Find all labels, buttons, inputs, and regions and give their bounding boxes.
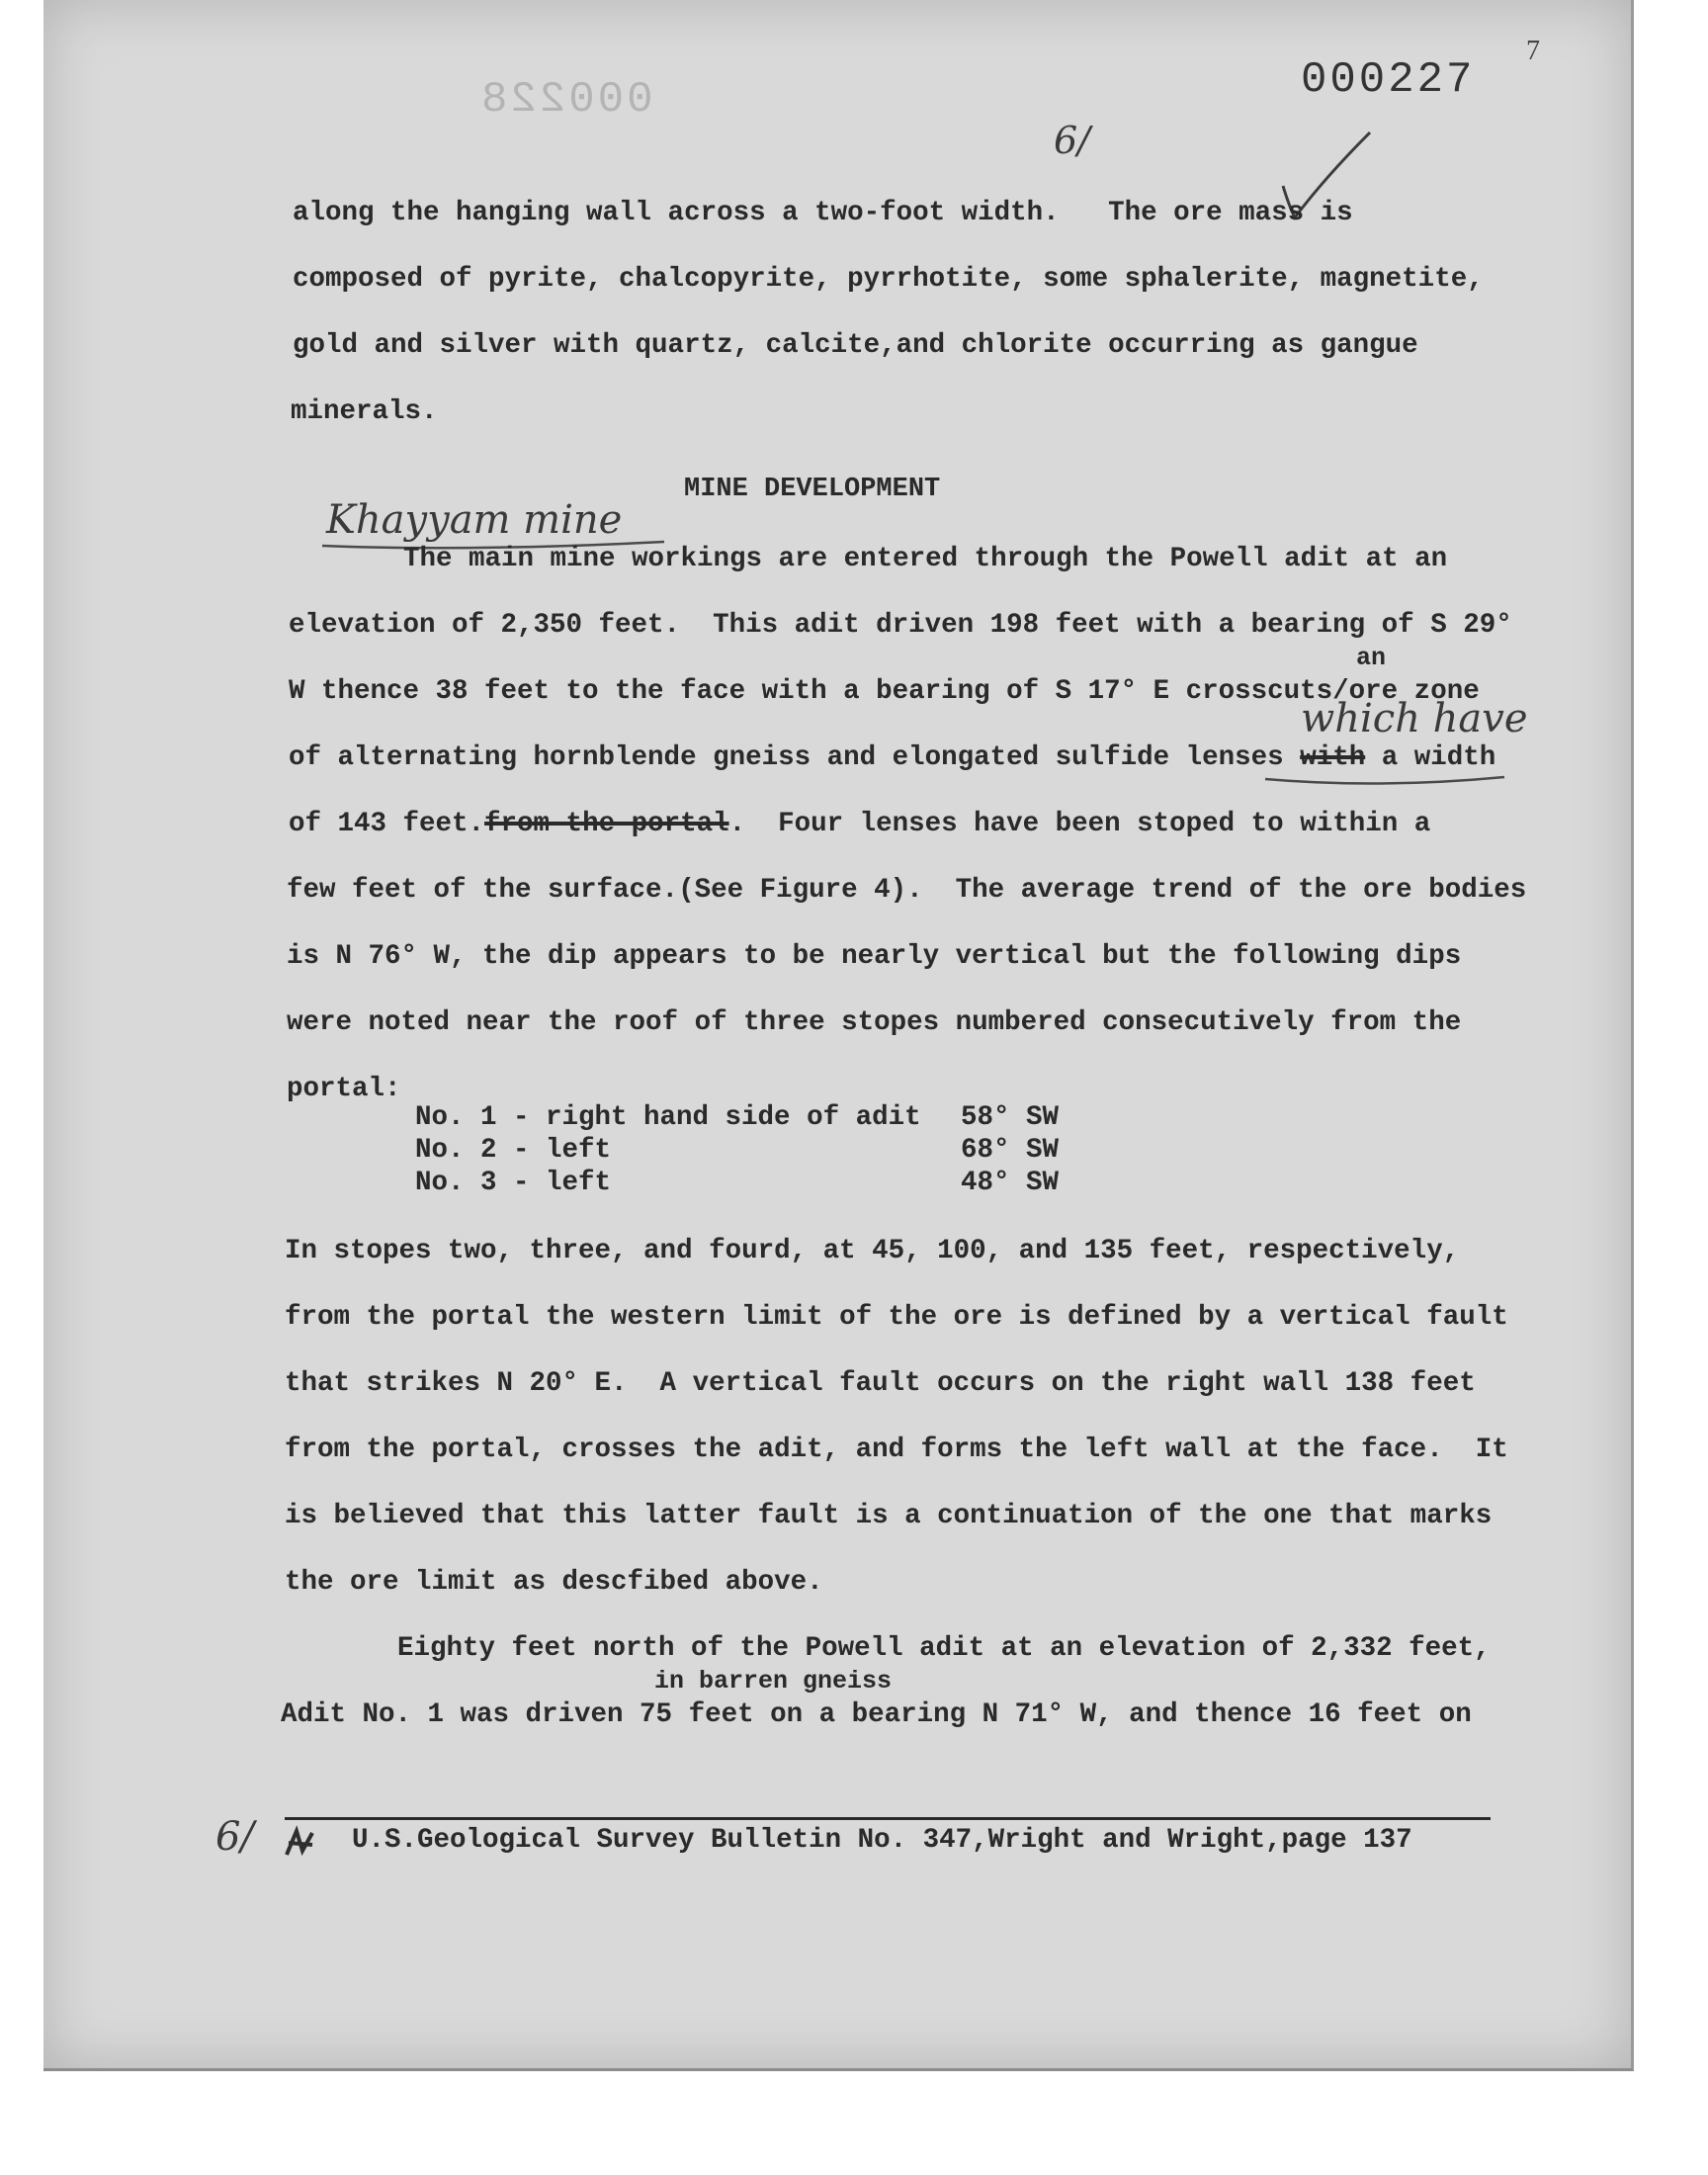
footnote-citation: U.S.Geological Survey Bulletin No. 347,Wright and Wright,page 137 [352, 1825, 1412, 1856]
handwritten-insertion: which have [1301, 696, 1528, 741]
body-line-3: gold and silver with quartz, calcite,and chlorite occurring as gangue [293, 330, 1418, 361]
dip-row-label: No. 3 - left [415, 1168, 612, 1198]
body-line-8-text: of alternating hornblende gneiss and elongated sulfide lenses [289, 742, 1284, 773]
handwritten-underline-2 [1261, 769, 1508, 791]
body-line-1: along the hanging wall across a two-foot width. The ore mass is [293, 198, 1353, 228]
body-line-4: minerals. [291, 396, 438, 427]
dip-row-value: 48° SW [961, 1168, 1060, 1198]
dip-row-label: No. 1 - right hand side of adit [415, 1102, 921, 1133]
body-line-16: that strikes N 20° E. A vertical fault occurs on the right wall 138 feet [285, 1368, 1476, 1399]
body-line-10: few feet of the surface.(See Figure 4). The average trend of the ore bodies [287, 875, 1527, 906]
body-line-21: Adit No. 1 was driven 75 feet on a bearing N 71° W, and thence 16 feet on [281, 1699, 1472, 1730]
body-line-19: the ore limit as descfibed above. [285, 1567, 823, 1598]
body-line-15: from the portal the western limit of the ore is defined by a vertical fault [285, 1302, 1508, 1333]
dip-row-label: No. 2 - left [415, 1135, 612, 1166]
body-line-9-start: of 143 feet. [289, 809, 485, 839]
body-line-11: is N 76° W, the dip appears to be nearly vertical but the following dips [287, 941, 1462, 972]
body-line-14: In stopes two, three, and fourd, at 45, 100, and 135 feet, respectively, [285, 1236, 1460, 1266]
dip-row-value: 58° SW [961, 1102, 1060, 1133]
footnote-divider [285, 1817, 1491, 1820]
body-line-17: from the portal, crosses the adit, and forms the left wall at the face. It [285, 1435, 1508, 1465]
body-line-18: is believed that this latter fault is a continuation of the one that marks [285, 1501, 1493, 1531]
body-line-8-end: a width [1381, 742, 1496, 773]
body-line-12: were noted near the roof of three stopes numbered consecutively from the [287, 1007, 1462, 1038]
body-line-6: elevation of 2,350 feet. This adit driven 198 feet with a bearing of S 29° [289, 610, 1512, 641]
inserted-word-an: an [1356, 644, 1387, 672]
handwritten-footnote-number: 6/ [215, 1814, 254, 1860]
body-line-7: W thence 38 feet to the face with a bearing of S 17° E crosscuts/ore zone [289, 676, 1480, 707]
document-stamp-number: 000227 [1301, 55, 1476, 105]
struck-word: with [1300, 742, 1366, 773]
bleed-through-stamp-number: 000228 [478, 75, 653, 125]
body-line-9 [289, 809, 1430, 839]
handwritten-footnote-ref: 6/ [1054, 119, 1090, 162]
handwritten-mine-name: Khayyam mine [326, 497, 623, 543]
body-line-5: The main mine workings are entered through the Powell adit at an [403, 544, 1448, 574]
body-line-13: portal: [287, 1074, 401, 1104]
struck-phrase: from the portal [484, 809, 729, 839]
scribble-mark-icon [283, 1825, 318, 1861]
page-number: 7 [1526, 36, 1540, 66]
dip-row-value: 68° SW [961, 1135, 1060, 1166]
body-line-2: composed of pyrite, chalcopyrite, pyrrhotite, some sphalerite, magnetite, [293, 264, 1484, 295]
section-heading: MINE DEVELOPMENT [684, 475, 941, 504]
inserted-phrase: in barren gneiss [654, 1667, 893, 1696]
body-line-20: Eighty feet north of the Powell adit at an elevation of 2,332 feet, [397, 1633, 1491, 1664]
body-line-9-end: . Four lenses have been stoped to within a [728, 809, 1431, 839]
